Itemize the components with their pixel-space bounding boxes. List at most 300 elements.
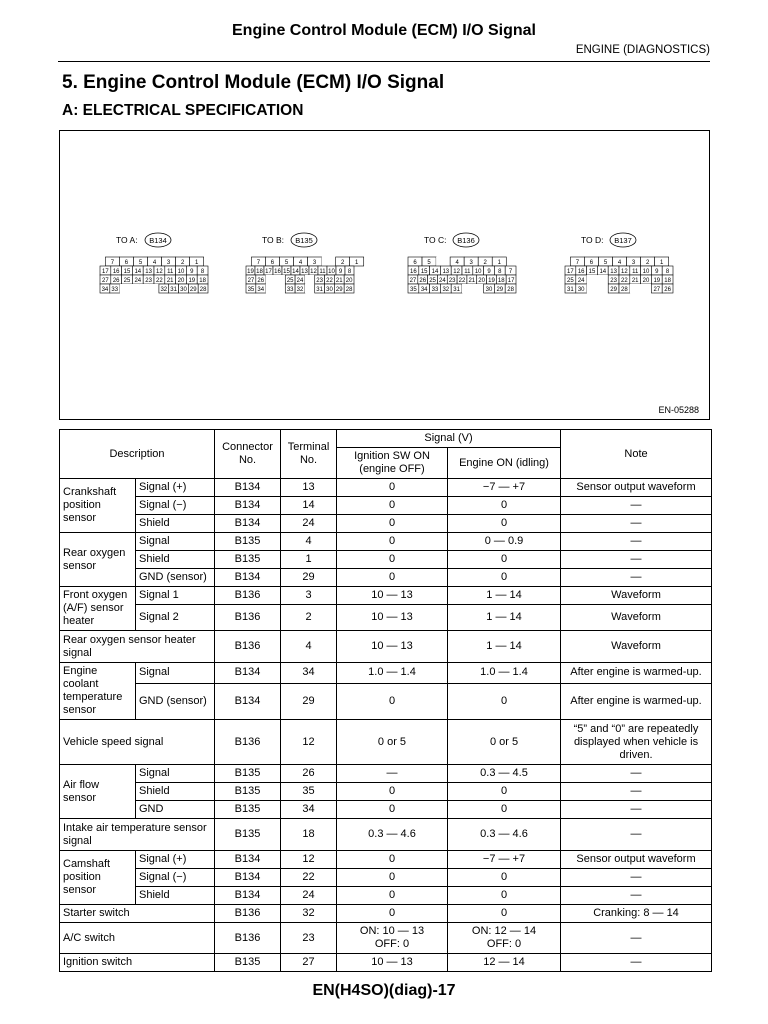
pin-number: 24 <box>134 278 142 284</box>
table-row <box>60 631 712 663</box>
table-row <box>60 801 712 819</box>
connector-diagram <box>59 130 710 420</box>
pin-number: 34 <box>101 287 109 293</box>
pin-number: 14 <box>134 269 142 275</box>
table-row <box>60 765 712 783</box>
pin-number: 13 <box>301 269 308 275</box>
header-engine-on: Engine ON (idling) <box>448 448 561 479</box>
pin-number: 14 <box>292 269 299 275</box>
engine-on-cell: 12 — 14 <box>448 954 561 972</box>
pin-number: 5 <box>138 260 143 266</box>
pin-number: 18 <box>664 278 671 284</box>
terminal-cell: 18 <box>281 819 337 851</box>
connector-cell: B136 <box>215 905 281 923</box>
table-row <box>60 954 712 972</box>
pin-number: 35 <box>247 287 255 293</box>
pin-number: 5 <box>284 260 289 266</box>
pin-cell <box>597 275 608 284</box>
engine-on-cell: 0 <box>448 569 561 587</box>
connector-cell: B136 <box>215 587 281 605</box>
pin-number: 8 <box>498 269 502 275</box>
subsection-heading: A: ELECTRICAL SPECIFICATION <box>62 102 304 119</box>
pin-number: 7 <box>256 260 261 266</box>
pin-number: 1 <box>659 260 664 266</box>
table-row <box>60 819 712 851</box>
pin-cell <box>266 275 276 284</box>
table-body <box>60 479 712 972</box>
note-cell: — <box>561 801 712 819</box>
pin-number: 19 <box>188 278 196 284</box>
pin-cell <box>630 284 641 293</box>
pin-cell <box>275 284 285 293</box>
sub-description-cell: Shield <box>136 515 215 533</box>
section-label: ENGINE (DIAGNOSTICS) <box>575 44 710 56</box>
pin-number: 3 <box>631 260 636 266</box>
pin-number: 24 <box>439 278 446 284</box>
sub-description-cell: Signal <box>136 663 215 684</box>
pin-number: 32 <box>160 287 168 293</box>
connector-b137 <box>565 233 673 293</box>
pin-cell <box>462 284 473 293</box>
connector-cell: B136 <box>215 631 281 663</box>
pin-number: 33 <box>286 287 294 293</box>
terminal-cell: 29 <box>281 569 337 587</box>
pin-number: 10 <box>642 269 650 275</box>
ignition-on-cell: 0 or 5 <box>337 720 448 765</box>
engine-on-cell: −7 — +7 <box>448 479 561 497</box>
pin-number: 26 <box>419 278 427 284</box>
note-cell: — <box>561 819 712 851</box>
header-ignition-on: Ignition SW ON (engine OFF) <box>337 448 448 479</box>
pin-number: 25 <box>123 278 131 284</box>
connector-b135 <box>246 233 364 293</box>
terminal-cell: 12 <box>281 851 337 869</box>
pin-number: 23 <box>316 278 323 284</box>
pin-number: 17 <box>567 269 574 275</box>
engine-on-cell: 1 — 14 <box>448 631 561 663</box>
pin-number: 16 <box>112 269 120 275</box>
engine-on-cell: 0 — 0.9 <box>448 533 561 551</box>
ignition-on-cell: 0 <box>337 887 448 905</box>
pin-number: 13 <box>442 269 450 275</box>
ignition-on-cell: 0 <box>337 905 448 923</box>
pin-number: 32 <box>296 287 304 293</box>
pin-number: 22 <box>326 278 333 284</box>
pin-number: 8 <box>347 269 352 275</box>
pin-number: 29 <box>189 287 197 293</box>
pin-cell <box>149 284 159 293</box>
note-cell: — <box>561 887 712 905</box>
terminal-cell: 35 <box>281 783 337 801</box>
engine-on-cell: 0 <box>448 801 561 819</box>
terminal-cell: 4 <box>281 631 337 663</box>
connector-cell: B135 <box>215 551 281 569</box>
pin-number: 12 <box>156 269 163 275</box>
terminal-cell: 23 <box>281 923 337 954</box>
note-cell: Waveform <box>561 587 712 605</box>
pin-cell <box>473 284 484 293</box>
ignition-on-cell: — <box>337 765 448 783</box>
ignition-on-cell: 0 <box>337 569 448 587</box>
pin-number: 21 <box>468 278 476 284</box>
pin-cell <box>641 284 652 293</box>
pin-number: 28 <box>199 287 207 293</box>
pin-number: 4 <box>298 260 303 266</box>
description-cell: Vehicle speed signal <box>60 720 215 765</box>
description-cell: Ignition switch <box>60 954 215 972</box>
connector-cell: B136 <box>215 923 281 954</box>
terminal-cell: 1 <box>281 551 337 569</box>
pin-number: 15 <box>123 269 131 275</box>
description-cell: A/C switch <box>60 923 215 954</box>
connector-cell: B134 <box>215 497 281 515</box>
ignition-on-cell: 0.3 — 4.6 <box>337 819 448 851</box>
ignition-on-cell: 0 <box>337 497 448 515</box>
ignition-on-cell: 0 <box>337 783 448 801</box>
connector-cell: B134 <box>215 479 281 497</box>
engine-on-cell: 0.3 — 4.6 <box>448 819 561 851</box>
pin-number: 11 <box>632 269 639 275</box>
pin-number: 8 <box>665 269 670 275</box>
terminal-cell: 34 <box>281 801 337 819</box>
pin-number: 12 <box>453 269 460 275</box>
pin-number: 1 <box>497 260 501 266</box>
sub-description-cell: Shield <box>136 551 215 569</box>
table-row <box>60 515 712 533</box>
engine-on-cell: 0 <box>448 551 561 569</box>
engine-on-cell: 1 — 14 <box>448 587 561 605</box>
connector-cell: B135 <box>215 954 281 972</box>
terminal-cell: 4 <box>281 533 337 551</box>
sub-description-cell: GND (sensor) <box>136 683 215 719</box>
pin-number: 18 <box>497 278 505 284</box>
pin-number: 10 <box>328 269 335 275</box>
pin-cell <box>266 284 276 293</box>
note-cell: After engine is warmed-up. <box>561 663 712 684</box>
pin-number: 11 <box>319 269 326 275</box>
engine-on-cell: ON: 12 — 14 OFF: 0 <box>448 923 561 954</box>
pin-cell <box>305 275 315 284</box>
pin-number: 21 <box>631 278 639 284</box>
pin-number: 20 <box>642 278 650 284</box>
pin-number: 28 <box>345 287 353 293</box>
ignition-on-cell: 0 <box>337 479 448 497</box>
description-cell: Starter switch <box>60 905 215 923</box>
pin-number: 12 <box>310 269 317 275</box>
sub-description-cell: Signal 1 <box>136 587 215 605</box>
connector-cell: B135 <box>215 819 281 851</box>
sub-description-cell: Signal (+) <box>136 479 215 497</box>
pin-number: 5 <box>427 260 431 266</box>
pin-number: 26 <box>112 278 120 284</box>
pin-number: 25 <box>567 278 574 284</box>
terminal-cell: 24 <box>281 887 337 905</box>
pin-cell <box>436 257 450 266</box>
pin-number: 16 <box>410 269 417 275</box>
pin-number: 18 <box>199 278 206 284</box>
pin-cell <box>587 275 598 284</box>
engine-on-cell: 0 <box>448 515 561 533</box>
connector-cell: B134 <box>215 515 281 533</box>
table-row <box>60 783 712 801</box>
pin-number: 30 <box>485 287 493 293</box>
table-row <box>60 720 712 765</box>
pin-number: 33 <box>111 287 119 293</box>
pin-number: 31 <box>567 287 574 293</box>
connector-diagram-drawing <box>60 131 711 421</box>
pin-number: 6 <box>413 260 417 266</box>
description-cell: Air flow sensor <box>60 765 136 819</box>
description-cell: Engine coolant temperature sensor <box>60 663 136 720</box>
connector-id: B135 <box>295 236 313 245</box>
pin-number: 29 <box>610 287 617 293</box>
pin-number: 1 <box>355 260 359 266</box>
pin-number: 3 <box>166 260 171 266</box>
description-cell: Intake air temperature sensor signal <box>60 819 215 851</box>
pin-number: 2 <box>483 260 487 266</box>
terminal-cell: 26 <box>281 765 337 783</box>
table-row <box>60 533 712 551</box>
engine-on-cell: −7 — +7 <box>448 851 561 869</box>
pin-number: 9 <box>190 269 194 275</box>
pin-number: 16 <box>274 269 281 275</box>
table-row <box>60 569 712 587</box>
pin-number: 11 <box>464 269 471 275</box>
connector-cell: B135 <box>215 801 281 819</box>
note-cell: Waveform <box>561 605 712 631</box>
connector-cell: B135 <box>215 783 281 801</box>
connector-cell: B135 <box>215 533 281 551</box>
pin-number: 23 <box>448 278 456 284</box>
connector-cell: B134 <box>215 887 281 905</box>
engine-on-cell: 0 <box>448 905 561 923</box>
ignition-on-cell: ON: 10 — 13 OFF: 0 <box>337 923 448 954</box>
note-cell: After engine is warmed-up. <box>561 683 712 719</box>
pin-number: 30 <box>326 287 333 293</box>
table-row <box>60 683 712 719</box>
pin-number: 27 <box>653 287 661 293</box>
pin-number: 6 <box>589 260 594 266</box>
terminal-cell: 12 <box>281 720 337 765</box>
terminal-cell: 34 <box>281 663 337 684</box>
table-row <box>60 869 712 887</box>
terminal-cell: 14 <box>281 497 337 515</box>
pin-number: 19 <box>247 269 254 275</box>
engine-on-cell: 0 <box>448 783 561 801</box>
pin-number: 15 <box>283 269 290 275</box>
pin-number: 19 <box>488 278 495 284</box>
pin-number: 31 <box>316 287 323 293</box>
pin-number: 14 <box>431 269 439 275</box>
ignition-on-cell: 0 <box>337 515 448 533</box>
connector-cell: B134 <box>215 851 281 869</box>
connector-cell: B134 <box>215 683 281 719</box>
note-cell: — <box>561 515 712 533</box>
pin-number: 16 <box>577 269 585 275</box>
ignition-on-cell: 0 <box>337 851 448 869</box>
pin-number: 30 <box>577 287 585 293</box>
table-row <box>60 851 712 869</box>
engine-on-cell: 0.3 — 4.5 <box>448 765 561 783</box>
sub-description-cell: Signal (−) <box>136 497 215 515</box>
terminal-cell: 22 <box>281 869 337 887</box>
connector-label: TO D: <box>581 235 604 245</box>
pin-number: 6 <box>124 260 129 266</box>
pin-number: 18 <box>256 269 263 275</box>
connector-label: TO C: <box>424 235 447 245</box>
pin-cell <box>322 257 336 266</box>
pin-number: 15 <box>420 269 428 275</box>
connector-id: B136 <box>457 236 475 245</box>
connector-cell: B136 <box>215 720 281 765</box>
table-row <box>60 551 712 569</box>
pin-number: 14 <box>599 269 607 275</box>
engine-on-cell: 0 <box>448 887 561 905</box>
terminal-cell: 13 <box>281 479 337 497</box>
connector-cell: B134 <box>215 869 281 887</box>
io-signal-table <box>59 429 712 972</box>
ignition-on-cell: 10 — 13 <box>337 605 448 631</box>
connector-id: B134 <box>149 236 167 245</box>
terminal-cell: 2 <box>281 605 337 631</box>
pin-number: 17 <box>102 269 109 275</box>
header-description: Description <box>60 430 215 479</box>
pin-number: 25 <box>286 278 294 284</box>
ignition-on-cell: 0 <box>337 533 448 551</box>
pin-number: 35 <box>410 287 417 293</box>
pin-number: 28 <box>621 287 628 293</box>
pin-cell <box>597 284 608 293</box>
connector-b134 <box>100 233 208 293</box>
pin-number: 3 <box>469 260 473 266</box>
pin-cell <box>587 284 598 293</box>
pin-number: 22 <box>156 278 163 284</box>
pin-number: 11 <box>167 269 174 275</box>
ignition-on-cell: 10 — 13 <box>337 954 448 972</box>
pin-number: 17 <box>265 269 272 275</box>
pin-number: 29 <box>335 287 343 293</box>
pin-number: 21 <box>166 278 174 284</box>
pin-number: 17 <box>507 278 515 284</box>
connector-cell: B134 <box>215 663 281 684</box>
table-row <box>60 887 712 905</box>
note-cell: “5” and “0” are repeatedly displayed when vehicle is driven. <box>561 720 712 765</box>
pin-number: 15 <box>588 269 596 275</box>
description-cell: Crankshaft position sensor <box>60 479 136 533</box>
pin-number: 34 <box>420 287 428 293</box>
note-cell: — <box>561 923 712 954</box>
description-cell: Rear oxygen sensor heater signal <box>60 631 215 663</box>
pin-number: 6 <box>270 260 275 266</box>
sub-description-cell: Shield <box>136 783 215 801</box>
pin-cell <box>275 275 285 284</box>
note-cell: Sensor output waveform <box>561 851 712 869</box>
sub-description-cell: Signal (−) <box>136 869 215 887</box>
pin-number: 8 <box>200 269 205 275</box>
pin-number: 20 <box>345 278 353 284</box>
pin-number: 13 <box>145 269 152 275</box>
header-note: Note <box>561 430 712 479</box>
pin-number: 4 <box>617 260 622 266</box>
engine-on-cell: 0 or 5 <box>448 720 561 765</box>
pin-number: 27 <box>247 278 255 284</box>
sub-description-cell: Signal 2 <box>136 605 215 631</box>
pin-number: 29 <box>496 287 504 293</box>
pin-number: 5 <box>603 260 608 266</box>
pin-number: 9 <box>655 269 659 275</box>
sub-description-cell: Signal <box>136 533 215 551</box>
pin-number: 21 <box>335 278 343 284</box>
ignition-on-cell: 10 — 13 <box>337 587 448 605</box>
terminal-cell: 27 <box>281 954 337 972</box>
terminal-cell: 3 <box>281 587 337 605</box>
sub-description-cell: Signal <box>136 765 215 783</box>
engine-on-cell: 1.0 — 1.4 <box>448 663 561 684</box>
connector-b136 <box>408 233 516 293</box>
table-row <box>60 479 712 497</box>
header-terminal: Terminal No. <box>281 430 337 479</box>
pin-number: 31 <box>453 287 460 293</box>
note-cell: — <box>561 569 712 587</box>
note-cell: — <box>561 954 712 972</box>
ignition-on-cell: 0 <box>337 683 448 719</box>
pin-number: 12 <box>621 269 628 275</box>
connector-cell: B136 <box>215 605 281 631</box>
pin-cell <box>305 284 315 293</box>
ignition-on-cell: 1.0 — 1.4 <box>337 663 448 684</box>
terminal-cell: 24 <box>281 515 337 533</box>
description-cell: Rear oxygen sensor <box>60 533 136 587</box>
figure-code: EN-05288 <box>658 405 699 415</box>
page-header-title: Engine Control Module (ECM) I/O Signal <box>232 22 536 39</box>
engine-on-cell: 0 <box>448 869 561 887</box>
ignition-on-cell: 0 <box>337 551 448 569</box>
ignition-on-cell: 0 <box>337 869 448 887</box>
table-row <box>60 587 712 605</box>
pin-number: 34 <box>257 287 265 293</box>
pin-number: 9 <box>338 269 343 275</box>
header-connector: Connector No. <box>215 430 281 479</box>
note-cell: Cranking: 8 — 14 <box>561 905 712 923</box>
pin-number: 22 <box>621 278 628 284</box>
pin-number: 4 <box>455 260 459 266</box>
sub-description-cell: GND (sensor) <box>136 569 215 587</box>
note-cell: — <box>561 551 712 569</box>
pin-number: 2 <box>180 260 185 266</box>
pin-number: 27 <box>409 278 417 284</box>
engine-on-cell: 0 <box>448 497 561 515</box>
pin-number: 24 <box>577 278 585 284</box>
note-cell: — <box>561 765 712 783</box>
pin-number: 27 <box>102 278 109 284</box>
note-cell: — <box>561 869 712 887</box>
table-row <box>60 605 712 631</box>
pin-number: 22 <box>458 278 466 284</box>
ignition-on-cell: 10 — 13 <box>337 631 448 663</box>
note-cell: Waveform <box>561 631 712 663</box>
pin-number: 13 <box>610 269 617 275</box>
table-row <box>60 923 712 954</box>
pin-number: 9 <box>487 269 491 275</box>
pin-number: 10 <box>474 269 482 275</box>
pin-number: 2 <box>645 260 650 266</box>
connector-cell: B135 <box>215 765 281 783</box>
pin-number: 26 <box>664 287 671 293</box>
connector-label: TO A: <box>116 235 138 245</box>
table-row <box>60 663 712 684</box>
note-cell: — <box>561 533 712 551</box>
pin-number: 7 <box>508 269 513 275</box>
